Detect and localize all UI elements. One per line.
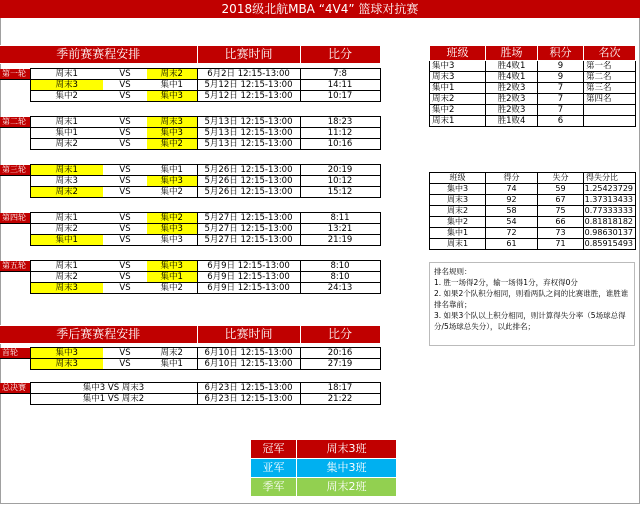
spacer-row [0, 370, 380, 383]
round-label-empty [0, 139, 30, 150]
standings-row [430, 116, 636, 127]
home-team: 周末2 [30, 187, 103, 198]
spacer-cell [0, 370, 380, 383]
round-label: 总决赛 [0, 383, 30, 394]
spacer-cell [0, 102, 380, 113]
page-title: 2018级北航MBA “4V4” 篮球对抗赛 [0, 0, 640, 18]
award-label: 季军 [251, 478, 297, 497]
away-team: 集中1 [147, 359, 197, 370]
award-team: 集中3班 [297, 459, 397, 478]
standings-cell: 胜4败1 [486, 72, 538, 83]
match-row [0, 91, 380, 102]
points-cell: 66 [538, 217, 584, 228]
score-header: 比分 [300, 46, 380, 64]
vs-label: VS [103, 165, 147, 176]
vs-label: VS [103, 117, 147, 128]
standings-cell: 7 [538, 105, 584, 116]
match-row [0, 80, 380, 91]
vs-label: VS [103, 235, 147, 246]
points-cell: 0.85915493 [584, 239, 636, 250]
standings-cell: 6 [538, 116, 584, 127]
match-time: 6月23日 12:15-13:00 [197, 394, 300, 405]
match-row [0, 139, 380, 150]
points-table [429, 172, 636, 250]
matchup-cell: 集中3 VS 周末3 [30, 383, 197, 394]
match-score: 10:12 [300, 176, 380, 187]
time-header: 比赛时间 [197, 326, 300, 344]
standings-cell: 胜2败3 [486, 83, 538, 94]
vs-label: VS [103, 80, 147, 91]
points-cell: 92 [486, 195, 538, 206]
vs-label: VS [103, 283, 147, 294]
vs-label: VS [103, 261, 147, 272]
standings-cell: 9 [538, 72, 584, 83]
score-header: 比分 [300, 326, 380, 344]
match-score: 18:23 [300, 117, 380, 128]
away-team: 集中3 [147, 128, 197, 139]
points-cell: 周末2 [430, 206, 486, 217]
round-label-empty [0, 394, 30, 405]
schedule-header-title: 季后赛赛程安排 [0, 326, 197, 344]
award-row [251, 440, 397, 459]
match-row [0, 283, 380, 294]
points-cell: 1.37313433 [584, 195, 636, 206]
match-row [0, 394, 380, 405]
vs-label: VS [103, 359, 147, 370]
points-cell: 集中1 [430, 228, 486, 239]
match-time: 5月12日 12:15-13:00 [197, 91, 300, 102]
standings-row [430, 94, 636, 105]
match-score: 14:11 [300, 80, 380, 91]
match-score: 20:16 [300, 348, 380, 359]
home-team: 周末3 [30, 283, 103, 294]
vs-label: VS [103, 272, 147, 283]
away-team: 周末2 [147, 69, 197, 80]
standings-cell: 周末3 [430, 72, 486, 83]
round-label: 第五轮 [0, 261, 30, 272]
match-score: 18:17 [300, 383, 380, 394]
standings-cell: 胜1败4 [486, 116, 538, 127]
points-row [430, 228, 636, 239]
match-row [0, 235, 380, 246]
standings-row [430, 105, 636, 116]
round-label-empty [0, 235, 30, 246]
standings-cell: 胜2败3 [486, 105, 538, 116]
standings-cell: 集中2 [430, 105, 486, 116]
award-label: 亚军 [251, 459, 297, 478]
home-team: 周末1 [30, 117, 103, 128]
standings-row [430, 72, 636, 83]
vs-label: VS [103, 176, 147, 187]
standings-cell: 胜2败3 [486, 94, 538, 105]
points-header-cell: 得分 [486, 173, 538, 184]
vs-label: VS [103, 187, 147, 198]
away-team: 集中3 [147, 224, 197, 235]
points-row [430, 217, 636, 228]
match-time: 5月27日 12:15-13:00 [197, 235, 300, 246]
schedule-header-title: 季前赛赛程安排 [0, 46, 197, 64]
match-row [0, 165, 380, 176]
away-team: 集中2 [147, 213, 197, 224]
playoffs-table [0, 325, 381, 405]
spacer-row [0, 102, 380, 113]
spacer-row [0, 150, 380, 161]
standings-row [430, 83, 636, 94]
award-team: 周末2班 [297, 478, 397, 497]
match-score: 13:21 [300, 224, 380, 235]
points-cell: 0.98630137 [584, 228, 636, 239]
vs-label: VS [103, 348, 147, 359]
home-team: 周末1 [30, 165, 103, 176]
award-label: 冠军 [251, 440, 297, 459]
points-row [430, 206, 636, 217]
round-label: 第一轮 [0, 69, 30, 80]
match-row [0, 117, 380, 128]
match-score: 10:16 [300, 139, 380, 150]
round-label: 第三轮 [0, 165, 30, 176]
match-time: 6月9日 12:15-13:00 [197, 272, 300, 283]
vs-label: VS [103, 139, 147, 150]
matchup-cell: 集中1 VS 周末2 [30, 394, 197, 405]
points-cell: 67 [538, 195, 584, 206]
home-team: 集中3 [30, 348, 103, 359]
home-team: 周末2 [30, 272, 103, 283]
round-label: 第四轮 [0, 213, 30, 224]
round-label-empty [0, 176, 30, 187]
standings-cell: 第一名 [584, 61, 636, 72]
awards-table [250, 439, 397, 497]
standings-header-cell: 班级 [430, 46, 486, 61]
spacer-cell [0, 294, 380, 295]
standings-header-cell: 胜场 [486, 46, 538, 61]
away-team: 集中2 [147, 283, 197, 294]
away-team: 集中3 [147, 261, 197, 272]
match-time: 5月26日 12:15-13:00 [197, 165, 300, 176]
points-header-cell: 班级 [430, 173, 486, 184]
rule-item: 1. 胜一场得2分，输一场得1分，弃权得0分 [434, 278, 578, 287]
vs-label: VS [103, 91, 147, 102]
round-label-empty [0, 359, 30, 370]
match-row [0, 348, 380, 359]
match-row [0, 272, 380, 283]
points-cell: 72 [486, 228, 538, 239]
match-time: 5月27日 12:15-13:00 [197, 213, 300, 224]
match-row [0, 213, 380, 224]
away-team: 集中2 [147, 187, 197, 198]
spacer-cell [0, 150, 380, 161]
match-score: 7:8 [300, 69, 380, 80]
round-label: 第二轮 [0, 117, 30, 128]
match-score: 10:17 [300, 91, 380, 102]
vs-label: VS [103, 224, 147, 235]
match-score: 11:12 [300, 128, 380, 139]
standings-cell: 集中3 [430, 61, 486, 72]
rule-item: 3. 如果3个队以上积分相同，则计算得失分率（5场球总得分/5场球总失分），以此排名； [434, 311, 626, 331]
round-label-empty [0, 187, 30, 198]
home-team: 周末1 [30, 261, 103, 272]
standings-cell: 集中1 [430, 83, 486, 94]
points-cell: 0.81818182 [584, 217, 636, 228]
match-time: 6月2日 12:15-13:00 [197, 69, 300, 80]
points-header-cell: 得失分比 [584, 173, 636, 184]
home-team: 周末1 [30, 213, 103, 224]
match-score: 27:19 [300, 359, 380, 370]
match-time: 5月13日 12:15-13:00 [197, 117, 300, 128]
standings-cell: 周末1 [430, 116, 486, 127]
vs-label: VS [103, 128, 147, 139]
standings-cell: 周末2 [430, 94, 486, 105]
match-score: 8:10 [300, 261, 380, 272]
spacer-cell [0, 246, 380, 257]
points-cell: 73 [538, 228, 584, 239]
match-time: 6月10日 12:15-13:00 [197, 359, 300, 370]
standings-cell: 第四名 [584, 94, 636, 105]
standings-cell: 第二名 [584, 72, 636, 83]
vs-label: VS [103, 69, 147, 80]
match-time: 5月13日 12:15-13:00 [197, 139, 300, 150]
points-header-cell: 失分 [538, 173, 584, 184]
home-team: 周末3 [30, 176, 103, 187]
points-cell: 集中2 [430, 217, 486, 228]
away-team: 集中3 [147, 91, 197, 102]
match-row [0, 187, 380, 198]
points-cell: 71 [538, 239, 584, 250]
award-row [251, 459, 397, 478]
match-row [0, 128, 380, 139]
points-cell: 75 [538, 206, 584, 217]
round-label-empty [0, 272, 30, 283]
match-score: 8:10 [300, 272, 380, 283]
round-label-empty [0, 224, 30, 235]
points-cell: 周末1 [430, 239, 486, 250]
standings-cell: 7 [538, 94, 584, 105]
spacer-row [0, 294, 380, 295]
schedule-header-row [0, 46, 380, 64]
round-label-empty [0, 91, 30, 102]
standings-header-row [430, 46, 636, 61]
match-row [0, 224, 380, 235]
match-time: 6月9日 12:15-13:00 [197, 283, 300, 294]
standings-cell [584, 105, 636, 116]
points-row [430, 195, 636, 206]
points-cell: 58 [486, 206, 538, 217]
match-time: 6月9日 12:15-13:00 [197, 261, 300, 272]
match-score: 15:12 [300, 187, 380, 198]
match-time: 5月13日 12:15-13:00 [197, 128, 300, 139]
match-row [0, 359, 380, 370]
standings-cell: 第三名 [584, 83, 636, 94]
home-team: 集中1 [30, 128, 103, 139]
home-team: 周末1 [30, 69, 103, 80]
regular-season-table [0, 45, 381, 294]
spacer-cell [0, 198, 380, 209]
home-team: 集中1 [30, 235, 103, 246]
match-time: 5月12日 12:15-13:00 [197, 80, 300, 91]
match-time: 5月26日 12:15-13:00 [197, 176, 300, 187]
match-score: 8:11 [300, 213, 380, 224]
match-time: 6月23日 12:15-13:00 [197, 383, 300, 394]
round-label-empty [0, 128, 30, 139]
match-score: 20:19 [300, 165, 380, 176]
award-team: 周末3班 [297, 440, 397, 459]
standings-row [430, 61, 636, 72]
match-time: 5月27日 12:15-13:00 [197, 224, 300, 235]
ranking-rules [429, 262, 635, 346]
home-team: 周末2 [30, 224, 103, 235]
home-team: 周末3 [30, 80, 103, 91]
points-cell: 59 [538, 184, 584, 195]
home-team: 周末2 [30, 139, 103, 150]
standings-header-cell: 积分 [538, 46, 584, 61]
points-cell: 0.77333333 [584, 206, 636, 217]
standings-cell: 胜4败1 [486, 61, 538, 72]
match-time: 6月10日 12:15-13:00 [197, 348, 300, 359]
away-team: 周末3 [147, 117, 197, 128]
points-cell: 54 [486, 217, 538, 228]
standings-table [429, 45, 636, 127]
match-score: 21:22 [300, 394, 380, 405]
points-cell: 集中3 [430, 184, 486, 195]
standings-cell [584, 116, 636, 127]
time-header: 比赛时间 [197, 46, 300, 64]
standings-cell: 9 [538, 61, 584, 72]
away-team: 周末2 [147, 348, 197, 359]
away-team: 集中3 [147, 235, 197, 246]
away-team: 集中1 [147, 165, 197, 176]
match-row [0, 176, 380, 187]
points-cell: 61 [486, 239, 538, 250]
match-score: 21:19 [300, 235, 380, 246]
match-time: 5月26日 12:15-13:00 [197, 187, 300, 198]
round-label-empty [0, 80, 30, 91]
match-score: 24:13 [300, 283, 380, 294]
home-team: 集中2 [30, 91, 103, 102]
points-cell: 1.25423729 [584, 184, 636, 195]
rules-title: 排名规则： [434, 267, 472, 276]
points-header-row [430, 173, 636, 184]
away-team: 集中1 [147, 272, 197, 283]
points-cell: 周末3 [430, 195, 486, 206]
schedule-header-row [0, 326, 380, 344]
award-row [251, 478, 397, 497]
spacer-row [0, 246, 380, 257]
vs-label: VS [103, 213, 147, 224]
round-label: 首轮 [0, 348, 30, 359]
standings-cell: 7 [538, 83, 584, 94]
match-row [0, 261, 380, 272]
spacer-row [0, 198, 380, 209]
points-row [430, 239, 636, 250]
away-team: 集中1 [147, 80, 197, 91]
standings-header-cell: 名次 [584, 46, 636, 61]
match-row [0, 69, 380, 80]
away-team: 集中3 [147, 176, 197, 187]
round-label-empty [0, 283, 30, 294]
points-cell: 74 [486, 184, 538, 195]
points-row [430, 184, 636, 195]
rule-item: 2. 如果2个队积分相同，则看两队之间的比赛谁胜，谁胜谁排名靠前； [434, 289, 629, 309]
away-team: 集中2 [147, 139, 197, 150]
match-row [0, 383, 380, 394]
home-team: 周末3 [30, 359, 103, 370]
